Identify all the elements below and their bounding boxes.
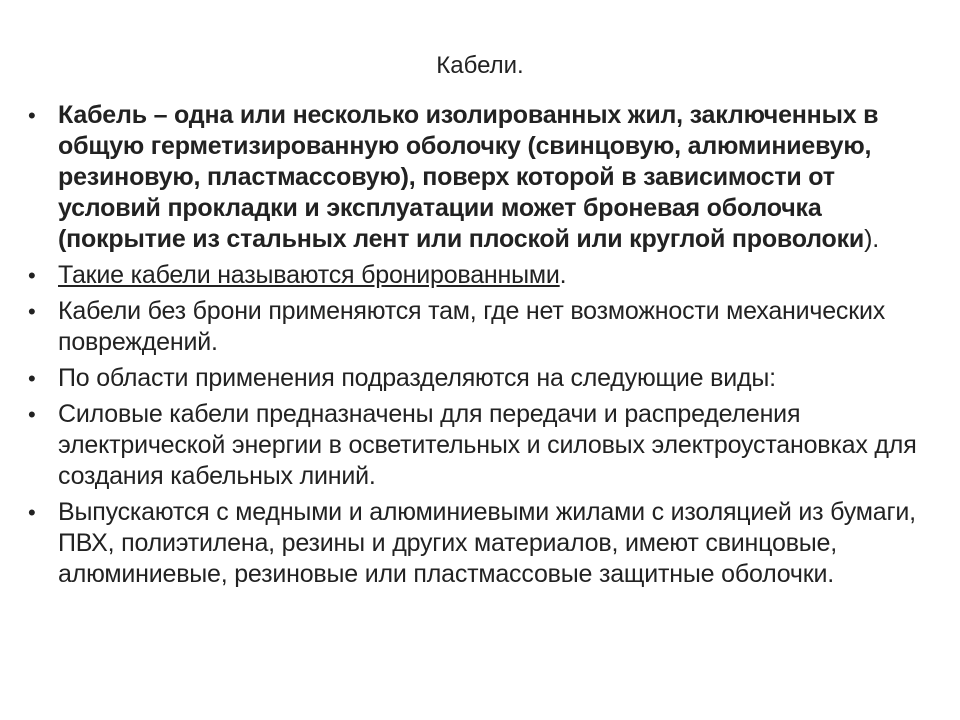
bullet-text: Кабели без брони применяются там, где нет возможности механических повреждений. — [58, 297, 886, 356]
bullet-icon: • — [28, 263, 36, 288]
bullet-item-power-cables — [28, 399, 928, 492]
bullet-item-unarmored — [28, 296, 928, 358]
bullet-icon: • — [28, 500, 36, 525]
bullet-suffix: ). — [864, 225, 879, 253]
bullet-item-cable-definition — [28, 100, 928, 255]
slide-title: Кабели. — [436, 52, 524, 79]
bullet-text: По области применения подразделяются на следующие виды: — [58, 364, 776, 392]
bullet-icon: • — [28, 366, 36, 391]
bullet-item-materials — [28, 497, 928, 590]
bullet-suffix: . — [559, 261, 567, 289]
bullet-text: Такие кабели называются бронированными — [58, 261, 560, 289]
bullet-list — [28, 100, 928, 595]
bullet-item-application-types — [28, 363, 928, 394]
bullet-icon: • — [28, 402, 36, 427]
bullet-text: Кабель – одна или несколько изолированных жил, заключенных в общую герметизированную оболочку (свинцовую, алюминиевую, резиновую, пластмассовую), поверх которой в зависимости от условий прокладки и эксплуатации может броневая оболочка (покрытие из стальных лент или плоской или круглой проволоки — [58, 101, 879, 253]
bullet-text: Выпускаются с медными и алюминиевыми жилами с изоляцией из бумаги, ПВХ, полиэтилена, резины и других материалов, имеют свинцовые, алюминиевые, резиновые или пластмассовые защитные оболочки. — [58, 498, 916, 588]
bullet-icon: • — [28, 299, 36, 324]
bullet-icon: • — [28, 103, 36, 128]
bullet-text: Силовые кабели предназначены для передачи и распределения электрической энергии в осветительных и силовых электроустановках для создания кабельных линий. — [58, 400, 917, 490]
bullet-item-armored — [28, 260, 928, 291]
